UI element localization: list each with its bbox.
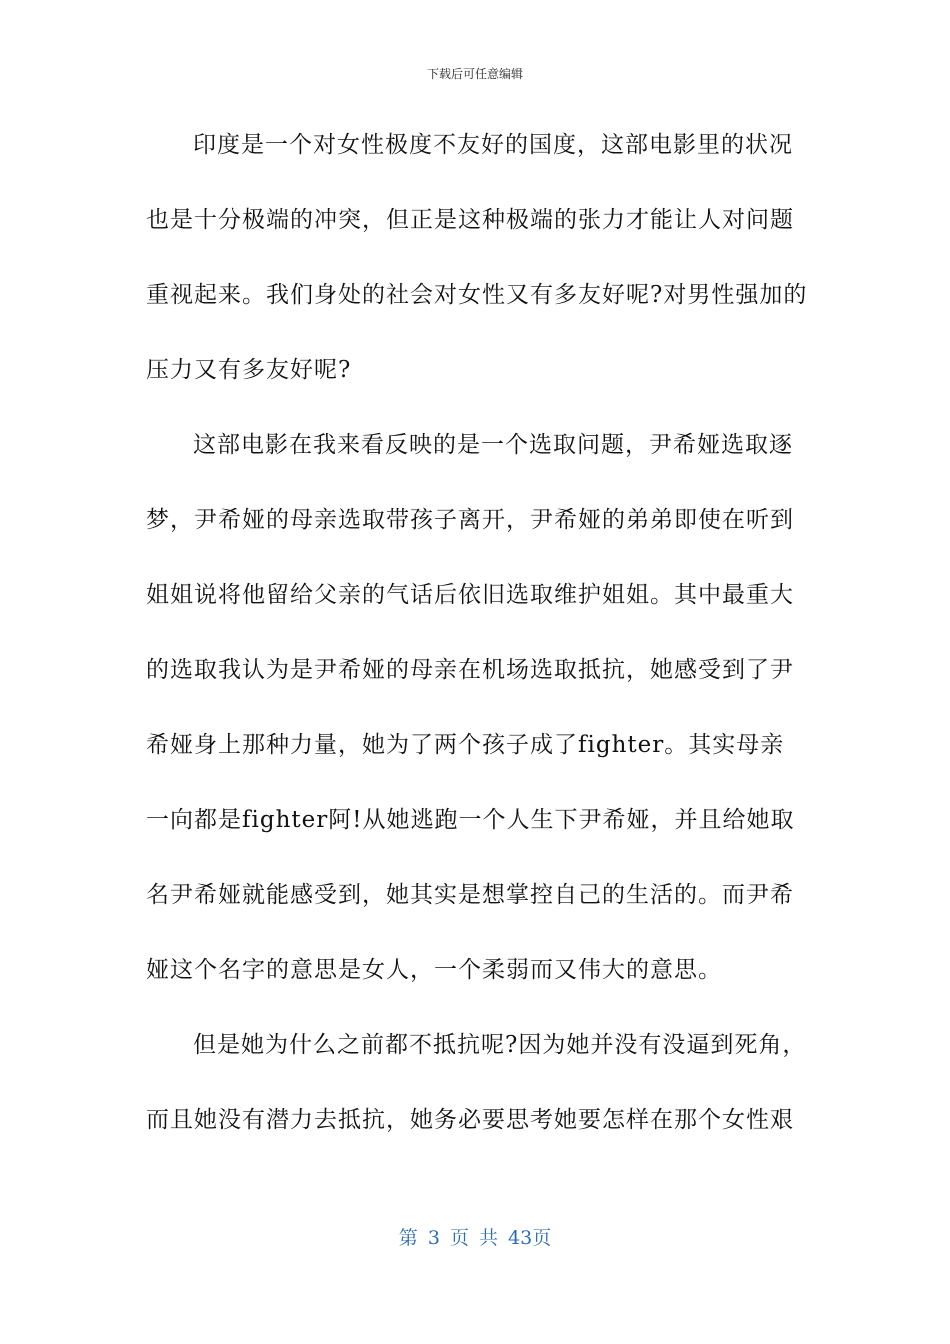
paragraph-2-line-5: 希娅身上那种力量，她为了两个孩子成了fighter。其实母亲 [146, 732, 785, 758]
paragraph-2-line-1: 这部电影在我来看反映的是一个选取问题，尹希娅选取逐 [193, 432, 793, 458]
paragraph-3-line-2: 而且她没有潜力去抵抗，她务必要思考她要怎样在那个女性艰 [146, 1107, 794, 1133]
document-body [146, 119, 806, 1169]
paragraph-2-line-8: 娅这个名字的意思是女人，一个柔弱而又伟大的意思。 [146, 957, 722, 983]
paragraph-1-line-4: 压力又有多友好呢? [146, 357, 352, 383]
paragraph-1-line-3: 重视起来。我们身处的社会对女性又有多友好呢?对男性强加的 [146, 282, 808, 308]
page-header: 下载后可任意编辑 [426, 67, 523, 81]
paragraph-2-line-4: 的选取我认为是尹希娅的母亲在机场选取抵抗，她感受到了尹 [146, 657, 794, 683]
paragraph-3-line-1: 但是她为什么之前都不抵抗呢?因为她并没有没逼到死角， [193, 1032, 807, 1058]
paragraph-1-line-1: 印度是一个对女性极度不友好的国度，这部电影里的状况 [193, 132, 793, 158]
page-footer: 第 3 页 共 43页 [398, 1227, 552, 1249]
paragraph-1-line-2: 也是十分极端的冲突，但正是这种极端的张力才能让人对问题 [146, 207, 794, 233]
paragraph-2-line-7: 名尹希娅就能感受到，她其实是想掌控自己的生活的。而尹希 [146, 882, 794, 908]
paragraph-2-line-3: 姐姐说将他留给父亲的气话后依旧选取维护姐姐。其中最重大 [146, 582, 794, 608]
paragraph-2-line-6: 一向都是fighter阿!从她逃跑一个人生下尹希娅，并且给她取 [146, 807, 795, 833]
paragraph-2-line-2: 梦，尹希娅的母亲选取带孩子离开，尹希娅的弟弟即使在听到 [146, 507, 794, 533]
